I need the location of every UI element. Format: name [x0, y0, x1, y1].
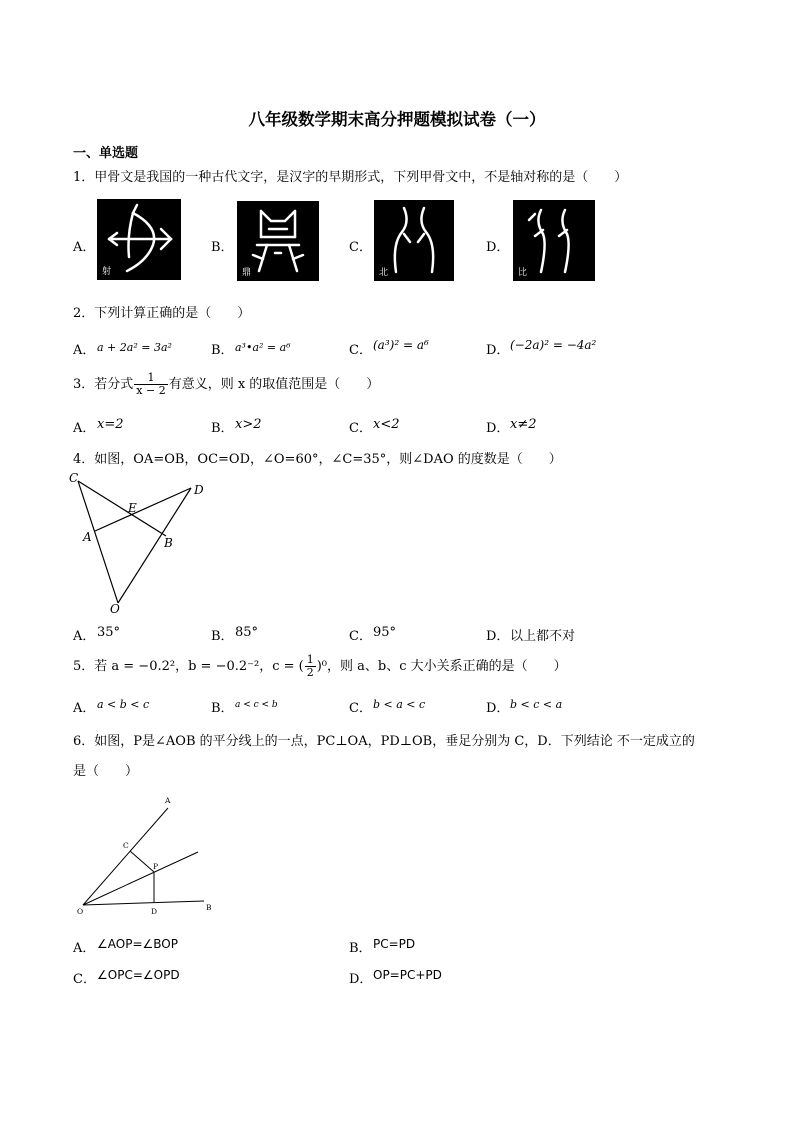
q5-numerator: 1 — [306, 653, 314, 666]
q4-line-cb — [78, 481, 166, 536]
q6-point-p: P — [153, 862, 159, 871]
q4-option-b: 85° — [235, 625, 259, 640]
question-6-text-line2: 是（ ） — [73, 764, 139, 779]
q4-option-a: 35° — [97, 625, 121, 640]
q6-point-a: A — [165, 796, 171, 805]
q5-suffix: )⁰，则 a、b、c 大小关系正确的是（ ） — [316, 659, 567, 674]
q5-option-b: a < c < b — [235, 700, 278, 710]
q6-point-o: O — [77, 907, 84, 916]
q6-ray-oa — [83, 808, 168, 905]
q6-option-d-label: D． — [349, 972, 373, 987]
q4-point-e: E — [128, 501, 137, 515]
q5-option-d: b < c < a — [510, 698, 563, 711]
q5-option-a-label: A． — [73, 701, 96, 716]
question-5-text — [73, 654, 567, 679]
question-1-text: 1．甲骨文是我国的一种古代文字，是汉字的早期形式，下列甲骨文中，不是轴对称的是（ ） — [73, 170, 628, 185]
oracle-glyph-ding-image — [237, 201, 319, 281]
glyph-caption-bei: 北 — [379, 268, 389, 278]
q2-option-c-label: C． — [349, 343, 372, 358]
q6-option-b: PC=PD — [373, 937, 416, 951]
q5-denominator: 2 — [306, 666, 314, 679]
oracle-glyph-she-image — [97, 199, 181, 280]
oracle-glyph-bi-image — [513, 200, 595, 281]
q6-option-d: OP=PC+PD — [373, 968, 442, 982]
q5-option-d-label: D． — [486, 701, 510, 716]
q2-option-a-label: A． — [73, 343, 96, 358]
q2-option-b-label: B． — [211, 343, 234, 358]
q3-prefix: 3．若分式 — [73, 377, 134, 392]
q6-option-a: ∠AOP=∠BOP — [97, 937, 178, 951]
q4-option-a-label: A． — [73, 629, 96, 644]
q3-option-d: x≠2 — [510, 417, 537, 432]
q1-option-d-label: D． — [486, 240, 510, 255]
q5-fraction — [305, 654, 316, 679]
q4-option-d: 以上都不对 — [510, 629, 576, 644]
q6-point-d: D — [151, 907, 158, 916]
q4-option-b-label: B． — [211, 629, 234, 644]
question-6-text-line1: 6．如图，P是∠AOB 的平分线上的一点，PC⊥OA，PD⊥OB，垂足分别为 C，D．下列结论 不一定成立的 — [73, 734, 695, 749]
q2-option-d: (−2a)² = −4a² — [510, 338, 597, 352]
q4-option-c-label: C． — [349, 629, 372, 644]
q3-denominator: x − 2 — [136, 384, 166, 397]
q3-option-d-label: D． — [486, 421, 510, 436]
q6-option-a-label: A． — [73, 941, 96, 956]
q2-option-d-label: D． — [486, 343, 510, 358]
oracle-glyph-bei-image — [374, 200, 454, 281]
q3-suffix: 有意义，则 x 的取值范围是（ ） — [168, 377, 380, 392]
q3-option-c-label: C． — [349, 421, 372, 436]
q6-angle-bisector-figure — [66, 790, 226, 920]
q5-option-b-label: B． — [211, 701, 234, 716]
glyph-caption-she: 射 — [102, 267, 112, 277]
q5-option-a: a < b < c — [97, 698, 150, 711]
q1-option-c-label: C． — [349, 240, 372, 255]
q4-point-c: C — [69, 471, 79, 485]
q1-option-a-label: A． — [73, 240, 96, 255]
q3-numerator: 1 — [134, 372, 167, 385]
q6-point-b: B — [206, 903, 212, 912]
q5-option-c: b < a < c — [373, 698, 426, 711]
q3-option-b-label: B． — [211, 421, 234, 436]
q2-option-a: a + 2a² = 3a² — [97, 341, 172, 354]
glyph-caption-bi: 比 — [518, 268, 528, 278]
q5-prefix: 5．若 a = −0.2²，b = −0.2⁻²，c = ( — [73, 659, 304, 674]
q3-fraction — [134, 372, 167, 397]
question-2-text: 2．下列计算正确的是（ ） — [73, 306, 251, 321]
q6-option-c: ∠OPC=∠OPD — [97, 968, 180, 982]
q1-option-b-label: B． — [211, 240, 234, 255]
q3-option-a: x=2 — [97, 417, 124, 432]
q3-option-c: x<2 — [373, 417, 400, 432]
q4-point-a: A — [83, 530, 92, 544]
q4-option-c: 95° — [373, 625, 397, 640]
q2-option-c: (a³)² = a⁶ — [373, 338, 429, 352]
q6-point-c: C — [123, 841, 129, 850]
section-heading: 一、单选题 — [73, 146, 139, 161]
question-3-text — [73, 372, 379, 397]
q2-option-b: a³•a² = a⁶ — [235, 341, 291, 354]
q6-option-b-label: B． — [349, 941, 372, 956]
q6-ray-ob — [83, 901, 204, 905]
q3-option-a-label: A． — [73, 421, 96, 436]
page-title: 八年级数学期末高分押题模拟试卷（一） — [248, 110, 546, 129]
glyph-caption-ding: 鼎 — [242, 268, 252, 278]
q4-line-ad — [95, 488, 191, 531]
q3-option-b: x>2 — [235, 417, 262, 432]
q6-segment-pc — [130, 851, 154, 872]
question-4-text: 4．如图，OA=OB，OC=OD，∠O=60°，∠C=35°，则∠DAO 的度数是（ ） — [73, 452, 562, 467]
q4-option-d-label: D． — [486, 629, 510, 644]
q4-point-o: O — [110, 602, 120, 616]
q4-point-d: D — [194, 483, 204, 497]
q5-option-c-label: C． — [349, 701, 372, 716]
q4-point-b: B — [164, 536, 173, 550]
q6-option-c-label: C． — [73, 972, 96, 987]
q4-triangle-figure — [66, 468, 216, 618]
